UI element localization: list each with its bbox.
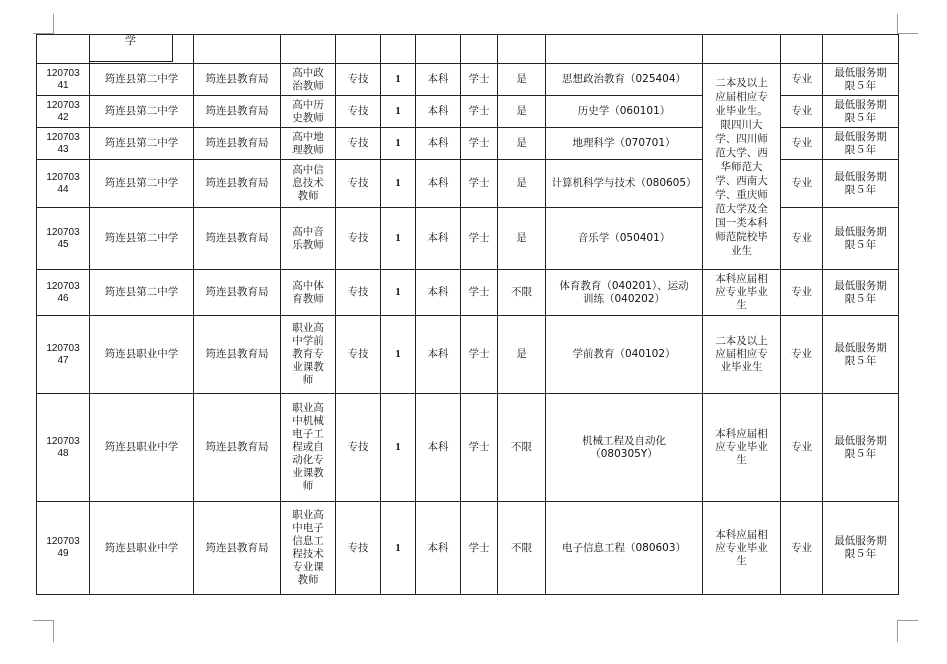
type-cell: 专技 — [336, 160, 381, 208]
cont-cell — [416, 35, 461, 64]
service-cell: 专业 — [781, 270, 823, 316]
unit-cell: 筠连县第二中学 — [90, 128, 194, 160]
service-cell: 专业 — [781, 64, 823, 96]
count-cell: 1 — [381, 502, 416, 595]
cont-cell — [381, 35, 416, 64]
type-cell: 专技 — [336, 394, 381, 502]
cont-cell — [546, 35, 703, 64]
major-cell: 音乐学（050401） — [546, 208, 703, 270]
cont-cell — [461, 35, 498, 64]
service-cell: 专业 — [781, 128, 823, 160]
cont-cell — [823, 35, 899, 64]
unit-cell: 筠连县第二中学 — [90, 96, 194, 128]
term-cell: 最低服务期 限５年 — [823, 208, 899, 270]
type-cell: 专技 — [336, 208, 381, 270]
term-cell: 最低服务期 限５年 — [823, 394, 899, 502]
education-cell: 本科 — [416, 502, 461, 595]
dept-cell: 筠连县教育局 — [194, 270, 281, 316]
position-cell: 职业高 中学前 教育专 业课教 师 — [281, 316, 336, 394]
education-cell: 本科 — [416, 64, 461, 96]
education-cell: 本科 — [416, 160, 461, 208]
service-cell: 专业 — [781, 208, 823, 270]
major-cell: 历史学（060101） — [546, 96, 703, 128]
normal-cell: 不限 — [498, 394, 546, 502]
crop-mark-br-h — [898, 620, 918, 621]
service-cell: 专业 — [781, 502, 823, 595]
count-cell: 1 — [381, 394, 416, 502]
unit-cell: 筠连县职业中学 — [90, 394, 194, 502]
type-cell: 专技 — [336, 270, 381, 316]
requirement-cell: 本科应届相 应专业毕业 生 — [703, 502, 781, 595]
code-cell: 120703 49 — [37, 502, 90, 595]
cont-cell — [498, 35, 546, 64]
dept-cell: 筠连县教育局 — [194, 96, 281, 128]
type-cell: 专技 — [336, 128, 381, 160]
code-cell: 120703 42 — [37, 96, 90, 128]
unit-cell: 筠连县第二中学 — [90, 208, 194, 270]
normal-cell: 是 — [498, 316, 546, 394]
dept-cell: 筠连县教育局 — [194, 208, 281, 270]
crop-mark-tr-h — [898, 33, 918, 34]
degree-cell: 学士 — [461, 128, 498, 160]
normal-cell: 是 — [498, 160, 546, 208]
cont-cell — [781, 35, 823, 64]
degree-cell: 学士 — [461, 64, 498, 96]
degree-cell: 学士 — [461, 96, 498, 128]
code-cell: 120703 44 — [37, 160, 90, 208]
code-cell: 120703 41 — [37, 64, 90, 96]
count-cell: 1 — [381, 128, 416, 160]
dept-cell: 筠连县教育局 — [194, 316, 281, 394]
education-cell: 本科 — [416, 394, 461, 502]
recruitment-table — [36, 34, 899, 595]
code-cell: 120703 47 — [37, 316, 90, 394]
crop-mark-bl-v — [53, 620, 54, 642]
education-cell: 本科 — [416, 128, 461, 160]
major-cell: 学前教育（040102） — [546, 316, 703, 394]
unit-cell: 筠连县第二中学 — [90, 64, 194, 96]
normal-cell: 不限 — [498, 502, 546, 595]
degree-cell: 学士 — [461, 160, 498, 208]
position-cell: 高中历 史教师 — [281, 96, 336, 128]
type-cell: 专技 — [336, 316, 381, 394]
education-cell: 本科 — [416, 96, 461, 128]
code-cell: 120703 45 — [37, 208, 90, 270]
cont-cell — [194, 35, 281, 64]
header-fragment: 学 — [125, 34, 136, 47]
dept-cell: 筠连县教育局 — [194, 160, 281, 208]
position-cell: 高中音 乐教师 — [281, 208, 336, 270]
position-cell: 职业高 中电子 信息工 程技术 专业课 教师 — [281, 502, 336, 595]
service-cell: 专业 — [781, 160, 823, 208]
position-cell: 高中信 息技术 教师 — [281, 160, 336, 208]
term-cell: 最低服务期 限５年 — [823, 128, 899, 160]
position-cell: 高中地 理教师 — [281, 128, 336, 160]
requirement-cell-merged: 二本及以上 应届相应专 业毕业生。 限四川大 学、四川师 范大学、西 华师范大 学、西南大 学、重庆师 范大学及全 国一类本科 师范院校毕 业生 — [703, 64, 781, 270]
unit-cell: 筠连县职业中学 — [90, 316, 194, 394]
normal-cell: 是 — [498, 128, 546, 160]
service-cell: 专业 — [781, 316, 823, 394]
type-cell: 专技 — [336, 64, 381, 96]
normal-cell: 不限 — [498, 270, 546, 316]
term-cell: 最低服务期 限５年 — [823, 64, 899, 96]
crop-mark-br-v — [897, 620, 898, 642]
unit-cell: 筠连县职业中学 — [90, 502, 194, 595]
crop-mark-bl-h — [33, 620, 53, 621]
count-cell: 1 — [381, 270, 416, 316]
count-cell: 1 — [381, 96, 416, 128]
major-cell: 电子信息工程（080603） — [546, 502, 703, 595]
count-cell: 1 — [381, 64, 416, 96]
term-cell: 最低服务期 限５年 — [823, 270, 899, 316]
count-cell: 1 — [381, 208, 416, 270]
degree-cell: 学士 — [461, 208, 498, 270]
major-cell: 机械工程及自动化 （080305Y） — [546, 394, 703, 502]
normal-cell: 是 — [498, 208, 546, 270]
crop-mark-tl-v — [53, 14, 54, 34]
code-cell: 120703 48 — [37, 394, 90, 502]
type-cell: 专技 — [336, 96, 381, 128]
degree-cell: 学士 — [461, 502, 498, 595]
count-cell: 1 — [381, 160, 416, 208]
major-cell: 地理科学（070701） — [546, 128, 703, 160]
unit-cell: 筠连县第二中学 — [90, 270, 194, 316]
unit-cell: 筠连县第二中学 — [90, 160, 194, 208]
dept-cell: 筠连县教育局 — [194, 502, 281, 595]
service-cell: 专业 — [781, 394, 823, 502]
cont-cell — [336, 35, 381, 64]
normal-cell: 是 — [498, 96, 546, 128]
normal-cell: 是 — [498, 64, 546, 96]
requirement-cell: 本科应届相 应专业毕业 生 — [703, 394, 781, 502]
requirement-cell: 本科应届相 应专业毕业 生 — [703, 270, 781, 316]
cont-cell — [703, 35, 781, 64]
position-cell: 高中体 育教师 — [281, 270, 336, 316]
count-cell: 1 — [381, 316, 416, 394]
term-cell: 最低服务期 限５年 — [823, 160, 899, 208]
table-row — [37, 270, 899, 316]
requirement-cell: 二本及以上 应届相应专 业毕业生 — [703, 316, 781, 394]
term-cell: 最低服务期 限５年 — [823, 502, 899, 595]
education-cell: 本科 — [416, 208, 461, 270]
education-cell: 本科 — [416, 316, 461, 394]
cont-cell — [281, 35, 336, 64]
dept-cell: 筠连县教育局 — [194, 128, 281, 160]
position-cell: 职业高 中机械 电子工 程或自 动化专 业课教 师 — [281, 394, 336, 502]
table-row — [37, 64, 899, 96]
crop-mark-tr-v — [897, 14, 898, 34]
code-cell: 120703 46 — [37, 270, 90, 316]
degree-cell: 学士 — [461, 394, 498, 502]
table-row — [37, 502, 899, 595]
service-cell: 专业 — [781, 96, 823, 128]
dept-cell: 筠连县教育局 — [194, 394, 281, 502]
education-cell: 本科 — [416, 270, 461, 316]
major-cell: 思想政治教育（025404） — [546, 64, 703, 96]
cont-cell — [37, 35, 90, 64]
term-cell: 最低服务期 限５年 — [823, 96, 899, 128]
table-row — [37, 316, 899, 394]
position-cell: 高中政 治教师 — [281, 64, 336, 96]
major-cell: 体育教育（040201）、运动 训练（040202） — [546, 270, 703, 316]
header-fragment-box — [89, 34, 173, 62]
code-cell: 120703 43 — [37, 128, 90, 160]
degree-cell: 学士 — [461, 270, 498, 316]
table-row — [37, 394, 899, 502]
term-cell: 最低服务期 限５年 — [823, 316, 899, 394]
major-cell: 计算机科学与技术（080605） — [546, 160, 703, 208]
degree-cell: 学士 — [461, 316, 498, 394]
dept-cell: 筠连县教育局 — [194, 64, 281, 96]
type-cell: 专技 — [336, 502, 381, 595]
